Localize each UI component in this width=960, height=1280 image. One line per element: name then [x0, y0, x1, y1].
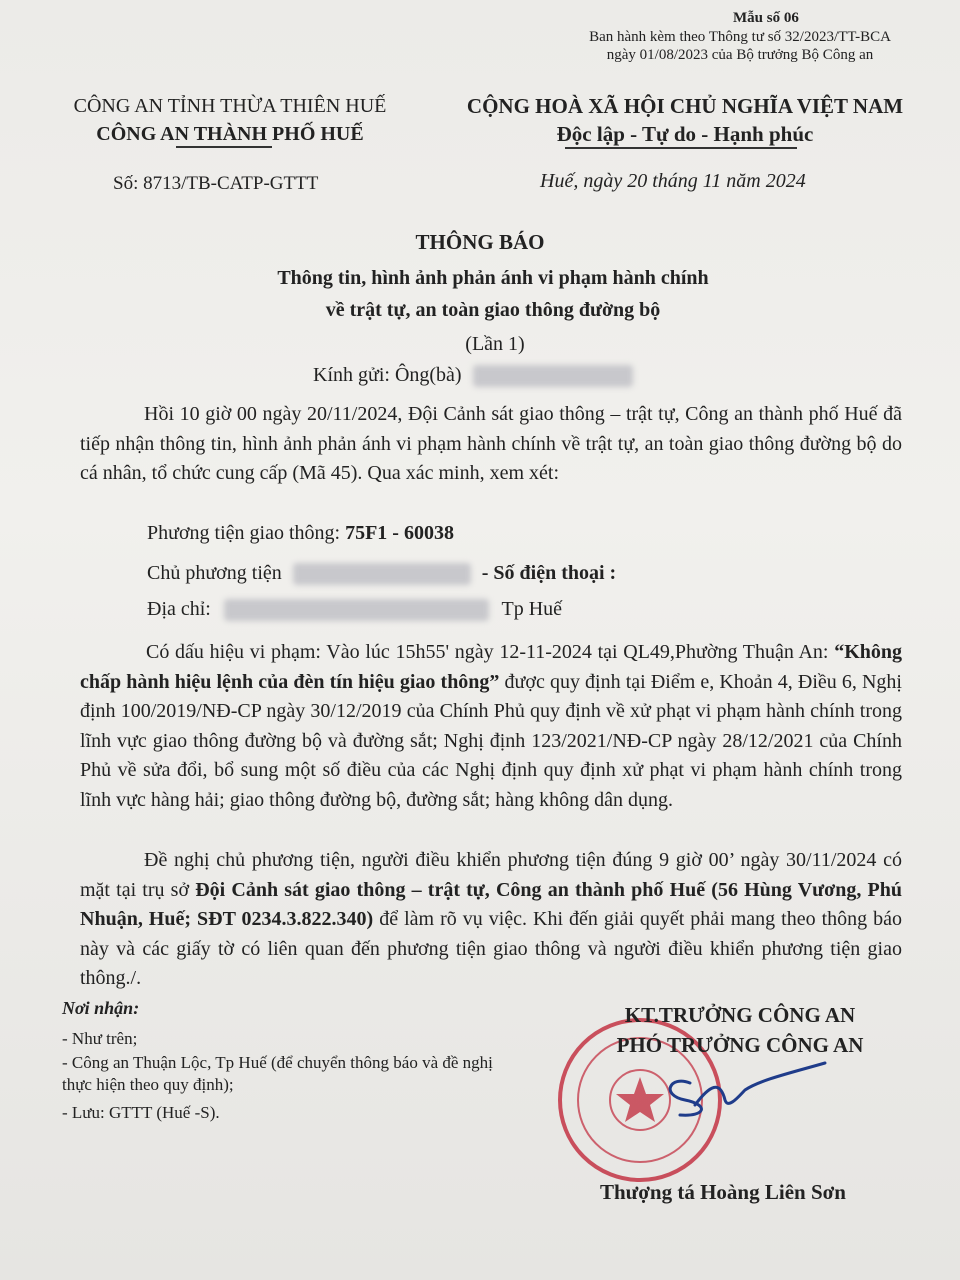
redacted-owner [293, 563, 471, 585]
vehicle-line [147, 522, 454, 545]
request-text: Đề nghị chủ phương tiện, người điều khiển phương tiện đúng 9 giờ 00’ ngày 30/11/2024 có mặt tại trụ sở [80, 849, 902, 901]
document-subtitle [0, 262, 960, 326]
violation-paragraph [80, 638, 902, 815]
violation-name: “Không chấp hành hiệu lệnh của đèn tín hiệu giao thông” [80, 641, 902, 693]
intro-paragraph: Hồi 10 giờ 00 ngày 20/11/2024, Đội Cảnh sát giao thông – trật tự, Công an thành phố Huế đã tiếp nhận thông tin, hình ảnh phản ánh vi phạm hành chính về trật tự, an toàn giao thông đường bộ do cá nhân, tổ chức cung cấp (Mã 45). Qua xác minh, xem xét: [80, 403, 902, 484]
violation-text: Có dấu hiệu vi phạm: Vào lúc 15h55' ngày 12-11-2024 tại QL49,Phường Thuận An: [146, 641, 835, 663]
form-number: Mẫu số 06 [733, 10, 799, 26]
owner-line [147, 562, 616, 585]
signer-title [570, 1000, 910, 1060]
signer-line: PHÓ TRƯỞNG CÔNG AN [616, 1033, 864, 1057]
phone-label: - Số điện thoại : [481, 562, 617, 584]
issuing-agency [40, 92, 420, 148]
recipient-item: - Công an Thuận Lộc, Tp Huế (để chuyển thông báo và đề nghị thực hiện theo quy định); [62, 1053, 493, 1094]
owner-label: Chủ phương tiện [147, 562, 282, 584]
request-paragraph [80, 846, 902, 994]
dateline: Huế, ngày 20 tháng 11 năm 2024 [540, 170, 806, 192]
nation-name: CỘNG HOÀ XÃ HỘI CHỦ NGHĨA VIỆT NAM [466, 94, 904, 118]
motto-underline [565, 147, 797, 149]
redacted-address [224, 599, 489, 621]
agency-name: CÔNG AN THÀNH PHỐ HUẾ [96, 123, 364, 145]
agency-parent: CÔNG AN TỈNH THỪA THIÊN HUẾ [73, 95, 387, 117]
recipient-label: Kính gửi: Ông(bà) [313, 364, 462, 386]
violation-legal-basis: được quy định tại Điểm e, Khoản 4, Điều 6, Nghị định 100/2019/NĐ-CP ngày 30/12/2019 của Chính Phủ quy định về xử phạt vi phạm hành chính trong lĩnh vực giao thông đường bộ và đường sắt; Nghị định 123/2021/NĐ-CP ngày 28/12/2021 của Chính Phủ về sửa đổi, bổ sung một số điều của các Nghị định quy định xử phạt vi phạm hành chính trong lĩnh vực hàng hải; giao thông đường bộ, đường sắt; hàng không dân dụng. [80, 670, 902, 811]
national-header [445, 92, 925, 148]
recipient-item: - Lưu: GTTT (Huế -S). [62, 1103, 220, 1122]
address-city: Tp Huế [501, 598, 563, 620]
signer-line: KT.TRƯỞNG CÔNG AN [624, 1003, 856, 1027]
redacted-name [473, 365, 633, 387]
form-note [575, 28, 905, 64]
notice-turn: (Lần 1) [465, 333, 525, 355]
recipient-line [313, 364, 633, 387]
agency-underline [176, 146, 272, 148]
handwritten-signature-icon [650, 1055, 840, 1130]
request-instructions: để làm rõ vụ việc. Khi đến giải quyết phải mang theo thông báo này và các giấy tờ có liên quan đến phương tiện giao thông và người điều khiển phương tiện giao thông./. [80, 908, 903, 989]
address-label: Địa chỉ: [147, 598, 211, 620]
address-line [147, 598, 562, 621]
recipients-title: Nơi nhận: [62, 998, 140, 1018]
form-note-line: ngày 01/08/2023 của Bộ trưởng Bộ Công an [606, 47, 874, 63]
subtitle-line: Thông tin, hình ảnh phản ánh vi phạm hành chính [277, 267, 709, 289]
request-location: Đội Cảnh sát giao thông – trật tự, Công an thành phố Huế (56 Hùng Vương, Phú Nhuận, Huế; SĐT 0234.3.822.340) [80, 878, 903, 930]
signer-name: Thượng tá Hoàng Liên Sơn [600, 1180, 846, 1204]
document-title: THÔNG BÁO [415, 230, 545, 254]
recipient-item: - Như trên; [62, 1029, 138, 1048]
form-note-line: Ban hành kèm theo Thông tư số 32/2023/TT-BCA [589, 29, 891, 45]
motto: Độc lập - Tự do - Hạnh phúc [556, 122, 814, 146]
vehicle-plate: 75F1 - 60038 [345, 522, 454, 544]
subtitle-line: về trật tự, an toàn giao thông đường bộ [325, 299, 661, 321]
vehicle-label: Phương tiện giao thông: [147, 522, 346, 544]
document-number: Số: 8713/TB-CATP-GTTT [113, 173, 319, 194]
